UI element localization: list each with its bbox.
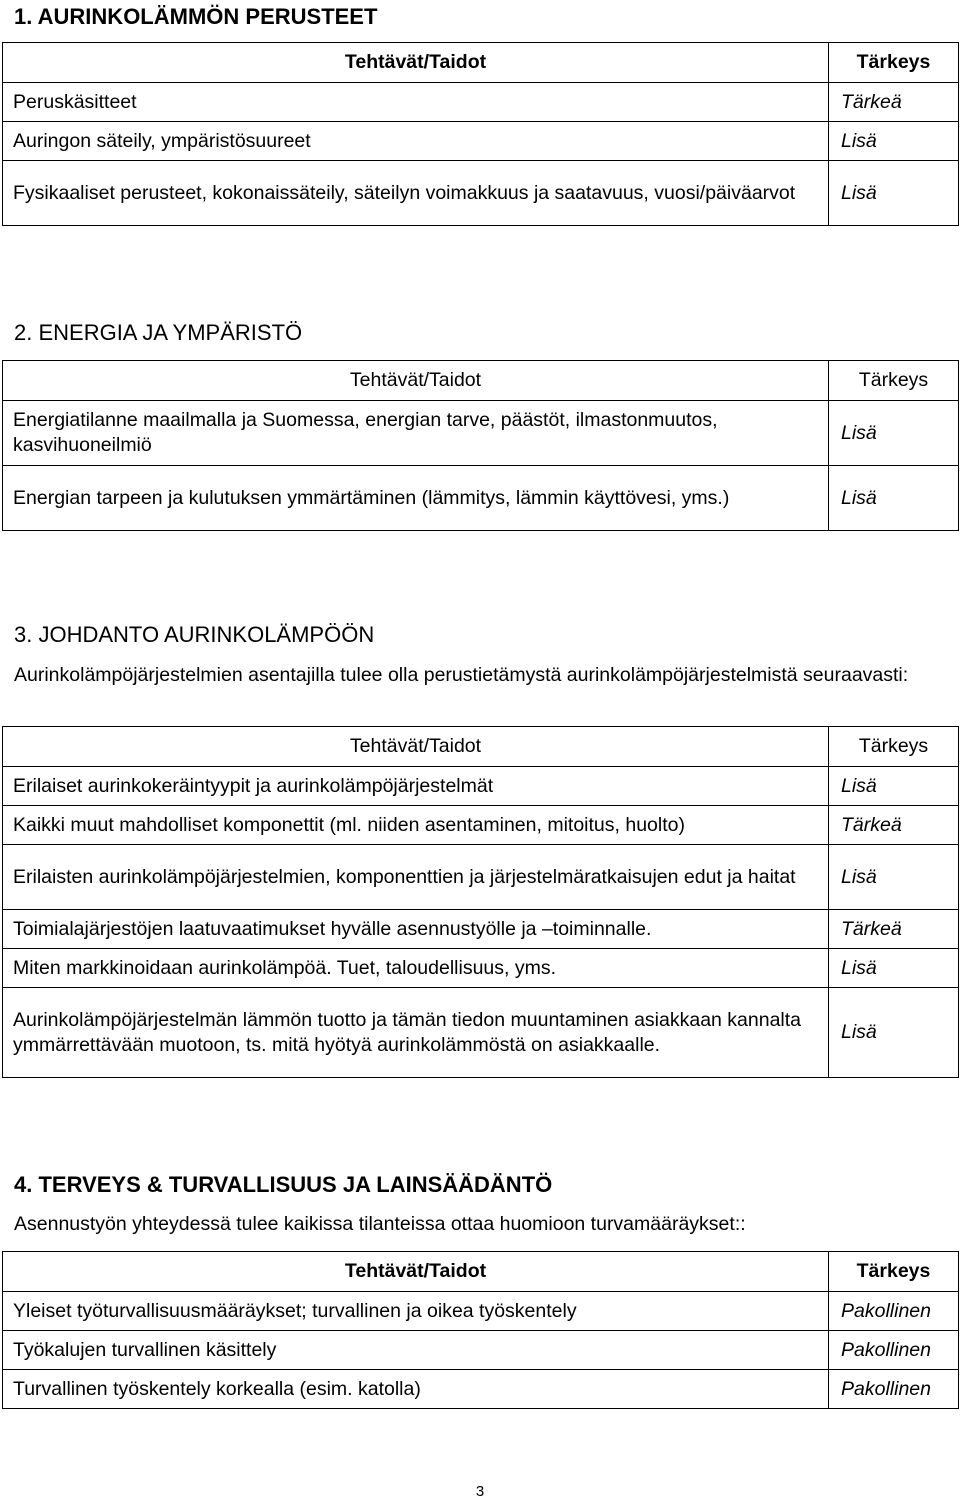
column-header-task: Tehtävät/Taidot <box>3 43 829 83</box>
task-cell: Auringon säteily, ympäristösuureet <box>3 122 829 161</box>
task-cell: Miten markkinoidaan aurinkolämpöä. Tuet, taloudellisuus, yms. <box>3 949 829 988</box>
table-row <box>3 949 959 988</box>
column-header-task: Tehtävät/Taidot <box>3 727 829 767</box>
section-3-intro: Aurinkolämpöjärjestelmien asentajilla tulee olla perustietämystä aurinkolämpöjärjestelmistä seuraavasti: <box>14 664 909 686</box>
priority-cell: Tärkeä <box>829 806 959 845</box>
page-number: 3 <box>475 1483 485 1500</box>
section-2-table <box>2 360 959 531</box>
priority-cell: Pakollinen <box>829 1370 959 1409</box>
priority-cell: Lisä <box>829 845 959 910</box>
task-cell: Erilaisten aurinkolämpöjärjestelmien, komponenttien ja järjestelmäratkaisujen edut ja haitat <box>3 845 829 910</box>
column-header-priority: Tärkeys <box>829 361 959 401</box>
table-row <box>3 161 959 226</box>
table-row <box>3 83 959 122</box>
priority-cell: Lisä <box>829 466 959 531</box>
task-cell: Peruskäsitteet <box>3 83 829 122</box>
task-cell: Turvallinen työskentely korkealla (esim. katolla) <box>3 1370 829 1409</box>
task-cell: Aurinkolämpöjärjestelmän lämmön tuotto ja tämän tiedon muuntaminen asiakkaan kannalta ymmärrettävään muotoon, ts. mitä hyötyä aurinkolämmöstä on asiakkaalle. <box>3 988 829 1078</box>
column-header-task: Tehtävät/Taidot <box>3 1252 829 1292</box>
task-cell: Fysikaaliset perusteet, kokonaissäteily, säteilyn voimakkuus ja saatavuus, vuosi/päiväarvot <box>3 161 829 226</box>
section-1-table <box>2 42 959 226</box>
priority-cell: Lisä <box>829 122 959 161</box>
column-header-priority: Tärkeys <box>829 1252 959 1292</box>
section-4-intro: Asennustyön yhteydessä tulee kaikissa tilanteissa ottaa huomioon turvamääräykset:: <box>14 1213 746 1235</box>
priority-cell: Tärkeä <box>829 910 959 949</box>
table-row <box>3 767 959 806</box>
task-cell: Erilaiset aurinkokeräintyypit ja aurinkolämpöjärjestelmät <box>3 767 829 806</box>
table-row <box>3 122 959 161</box>
column-header-priority: Tärkeys <box>829 727 959 767</box>
section-3-heading: 3. JOHDANTO AURINKOLÄMPÖÖN <box>14 622 375 647</box>
task-cell: Kaikki muut mahdolliset komponettit (ml. niiden asentaminen, mitoitus, huolto) <box>3 806 829 845</box>
priority-cell: Lisä <box>829 161 959 226</box>
priority-cell: Tärkeä <box>829 83 959 122</box>
column-header-task: Tehtävät/Taidot <box>3 361 829 401</box>
task-cell: Yleiset työturvallisuusmääräykset; turvallinen ja oikea työskentely <box>3 1292 829 1331</box>
table-header-row <box>3 1252 959 1292</box>
column-header-priority: Tärkeys <box>829 43 959 83</box>
priority-cell: Lisä <box>829 988 959 1078</box>
table-row <box>3 1331 959 1370</box>
table-row <box>3 1370 959 1409</box>
section-4-heading: 4. TERVEYS & TURVALLISUUS JA LAINSÄÄDÄNTÖ <box>14 1172 553 1197</box>
table-row <box>3 1292 959 1331</box>
priority-cell: Pakollinen <box>829 1292 959 1331</box>
task-cell: Energiatilanne maailmalla ja Suomessa, energian tarve, päästöt, ilmastonmuutos, kasvihuoneilmiö <box>3 401 829 466</box>
section-3-table <box>2 726 959 1078</box>
table-row <box>3 401 959 466</box>
task-cell: Energian tarpeen ja kulutuksen ymmärtäminen (lämmitys, lämmin käyttövesi, yms.) <box>3 466 829 531</box>
priority-cell: Lisä <box>829 949 959 988</box>
table-row <box>3 910 959 949</box>
table-row <box>3 845 959 910</box>
table-header-row <box>3 727 959 767</box>
priority-cell: Pakollinen <box>829 1331 959 1370</box>
priority-cell: Lisä <box>829 767 959 806</box>
priority-cell: Lisä <box>829 401 959 466</box>
table-header-row <box>3 43 959 83</box>
section-4-table <box>2 1251 959 1409</box>
table-row <box>3 806 959 845</box>
section-2-heading: 2. ENERGIA JA YMPÄRISTÖ <box>14 320 303 345</box>
table-row <box>3 466 959 531</box>
table-row <box>3 988 959 1078</box>
table-header-row <box>3 361 959 401</box>
task-cell: Toimialajärjestöjen laatuvaatimukset hyvälle asennustyölle ja –toiminnalle. <box>3 910 829 949</box>
section-1-heading: 1. AURINKOLÄMMÖN PERUSTEET <box>14 4 378 29</box>
task-cell: Työkalujen turvallinen käsittely <box>3 1331 829 1370</box>
